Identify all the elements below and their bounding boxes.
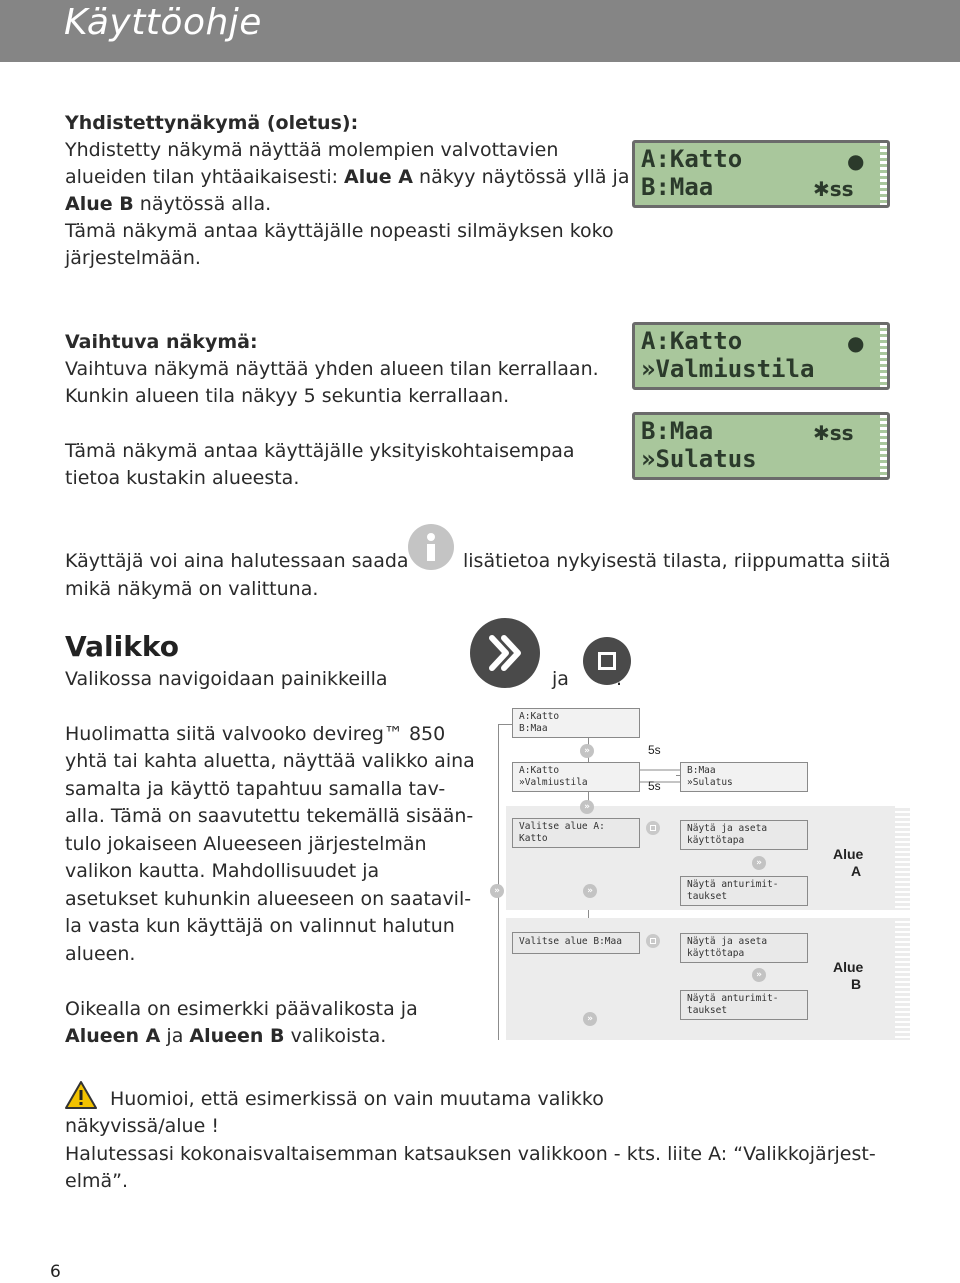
lcd-line-status-b: »Sulatus [641,445,757,473]
menu-p1-line: la vasta kun käyttäjä on valinnut halutun [65,915,455,937]
combined-line-1: Yhdistetty näkymä näyttää molempien valvottavien [65,139,559,161]
menu-box-zone-a-status: A:Katto »Valmiustila [512,762,640,792]
menu-box-select-zone-a: Valitse alue A: Katto [512,818,640,848]
timer-label-top: 5s [648,743,661,757]
lcd-line-zone-a: A:Katto [641,327,743,355]
note-line-4: elmä”. [65,1170,129,1192]
page-number: 6 [50,1262,61,1282]
note-line-1: Huomioi, että esimerkissä on vain muutama valikko [110,1088,604,1110]
forward-icon: » [490,884,504,898]
timer-label-bottom: 5s [648,779,661,793]
menu-p1-line: valikon kautta. Mahdollisuudet ja [65,860,380,882]
menu-p1-line: yhtä tai kahta aluetta, näyttää valikko aina [65,750,475,772]
forward-icon: » [583,1012,597,1026]
info-text-right: lisätietoa nykyisestä tilasta, riippumatta siitä [463,550,891,572]
menu-heading: Valikko [65,630,179,663]
lcd-line-zone-a: A:Katto [641,145,743,173]
menu-box-zone-a-sensors: Näytä anturimit- taukset [680,876,808,906]
forward-icon: » [752,856,766,870]
forward-icon: » [752,968,766,982]
combined-line-3: Alue B näytössä alla. [65,193,272,215]
note-line-3: Halutessasi kokonaisvaltaisemman katsauksen valikkoon - kts. liite A: “Valikkojärjest- [65,1143,876,1165]
alternating-line-4: tietoa kustakin alueesta. [65,467,300,489]
forward-button-icon [470,618,540,688]
menu-p2-line-2: Alueen A ja Alueen B valikoista. [65,1025,387,1047]
menu-nav-period: . [616,668,623,690]
enter-icon [646,821,660,835]
menu-p1-line: Huolimatta siitä valvooko devireg™ 850 [65,723,446,745]
snow-melt-icon: ✱ss [813,421,854,445]
alternating-view-title: Vaihtuva näkymä: [65,331,258,353]
snow-melt-icon: ✱ss [813,177,854,201]
menu-box-combined: A:Katto B:Maa [512,708,640,738]
menu-p2-line-1: Oikealla on esimerkki päävalikosta ja [65,998,418,1020]
note-line-2: näkyvissä/alue ! [65,1115,219,1137]
page-title: Käyttöohje [64,2,262,43]
combined-view-title: Yhdistettynäkymä (oletus): [65,112,359,134]
drop-icon: ● [847,149,865,173]
menu-nav-and: ja [552,668,569,690]
menu-box-zone-b-mode: Näytä ja aseta käyttötapa [680,933,808,963]
zone-b-label: Alue B [833,959,864,992]
combined-line-4: Tämä näkymä antaa käyttäjälle nopeasti silmäyksen koko [65,220,614,242]
lcd-line-status-a: »Valmiustila [641,355,815,383]
lcd-line-zone-b: B:Maa [641,417,714,445]
lcd-combined-view [632,140,890,208]
drop-icon: ● [847,331,865,355]
info-button-icon [408,524,454,570]
combined-line-5: järjestelmään. [65,247,201,269]
lcd-zone-b-view [632,412,890,480]
menu-box-zone-b-status: B:Maa »Sulatus [680,762,808,792]
lcd-zone-a-view [632,322,890,390]
enter-button-icon [583,637,631,685]
menu-p1-line: samalta ja käyttö tapahtuu samalla tav- [65,778,446,800]
menu-box-zone-a-mode: Näytä ja aseta käyttötapa [680,820,808,850]
warning-icon [65,1080,97,1114]
menu-p1-line: tulo jokaiseen Alueeseen järjestelmän [65,833,427,855]
menu-p1-line: alueen. [65,943,136,965]
combined-line-2: alueiden tilan yhtäaikaisesti: Alue A näkyy näytössä yllä ja [65,166,630,188]
alternating-line-2: Kunkin alueen tila näkyy 5 sekuntia kerrallaan. [65,385,510,407]
zone-a-label: Alue A [833,846,864,879]
forward-icon: » [583,884,597,898]
menu-p1-line: asetukset kuhunkin alueeseen on saatavil- [65,888,472,910]
forward-icon: » [580,744,594,758]
alternating-line-3: Tämä näkymä antaa käyttäjälle yksityiskohtaisempaa [65,440,575,462]
alternating-line-1: Vaihtuva näkymä näyttää yhden alueen tilan kerrallaan. [65,358,599,380]
menu-box-zone-b-sensors: Näytä anturimit- taukset [680,990,808,1020]
forward-icon: » [580,800,594,814]
menu-diagram [490,700,910,1040]
info-text-left-1: Käyttäjä voi aina halutessaan saada [65,550,409,572]
menu-nav-text: Valikossa navigoidaan painikkeilla [65,668,388,690]
menu-box-select-zone-b: Valitse alue B:Maa [512,932,640,954]
menu-p1-line: alla. Tämä on saavutettu tekemällä sisään- [65,805,474,827]
lcd-line-zone-b: B:Maa [641,173,714,201]
info-text-left-2: mikä näkymä on valittuna. [65,578,319,600]
enter-icon [646,934,660,948]
